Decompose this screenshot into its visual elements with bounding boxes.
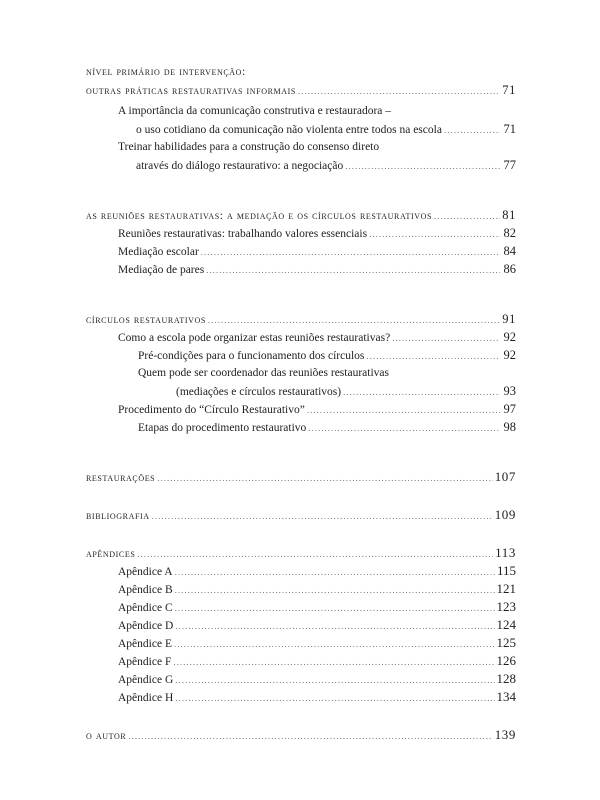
toc-subsubentry-line	[86, 364, 516, 382]
toc-section-heading	[86, 63, 516, 81]
toc-subentry[interactable]	[86, 328, 516, 346]
toc-entry-label: as reuniões restaurativas: a mediação e os círculos restaurativos	[86, 210, 433, 222]
dot-leader	[128, 727, 492, 745]
dot-leader	[208, 311, 500, 329]
toc-page-number: 81	[502, 208, 516, 222]
toc-entry-label: (mediações e círculos restaurativos)	[176, 386, 342, 398]
toc-page-number: 124	[496, 617, 516, 632]
toc-page-number: 113	[495, 545, 516, 560]
dot-leader	[175, 599, 495, 617]
toc-page-number: 121	[496, 581, 516, 596]
toc-page-number: 128	[496, 671, 516, 686]
toc-appendix-entry[interactable]	[86, 688, 516, 706]
toc-entry-label: outras práticas restaurativas informais	[86, 85, 296, 97]
toc-subentry-line	[86, 102, 516, 120]
toc-entry-label: Apêndice A	[118, 566, 173, 578]
toc-appendix-entry[interactable]	[86, 670, 516, 688]
dot-leader	[434, 207, 500, 225]
toc-section-entry[interactable]	[86, 544, 516, 562]
table-of-contents	[86, 63, 516, 744]
toc-entry-label: círculos restaurativos	[86, 314, 206, 326]
toc-entry-label: Apêndice H	[118, 692, 174, 704]
toc-section-entry[interactable]	[86, 506, 516, 524]
toc-page-number: 123	[496, 599, 516, 614]
dot-leader	[175, 689, 494, 707]
toc-entry-label: bibliografia	[86, 510, 150, 522]
toc-page-number: 97	[503, 402, 516, 416]
toc-subsubentry[interactable]	[86, 346, 516, 364]
dot-leader	[343, 383, 500, 401]
toc-appendix-entry[interactable]	[86, 562, 516, 580]
toc-subentry[interactable]	[86, 400, 516, 418]
toc-section-entry[interactable]	[86, 726, 516, 744]
toc-page-number: 84	[503, 244, 516, 258]
toc-page-number: 93	[503, 384, 516, 398]
toc-entry-label: Apêndice B	[118, 584, 173, 596]
toc-page-number: 125	[496, 635, 516, 650]
toc-entry-label: Pré-condições para o funcionamento dos círculos	[138, 350, 365, 362]
toc-section-entry[interactable]	[86, 81, 516, 99]
toc-subentry[interactable]	[86, 156, 516, 174]
dot-leader	[152, 507, 493, 525]
toc-entry-label: Mediação de pares	[118, 264, 205, 276]
toc-entry-label: Etapas do procedimento restaurativo	[138, 422, 307, 434]
toc-page-number: 92	[503, 330, 516, 344]
dot-leader	[366, 347, 500, 365]
dot-leader	[392, 329, 500, 347]
toc-entry-label: Como a escola pode organizar estas reuniões restaurativas?	[118, 332, 391, 344]
toc-subentry-line	[86, 138, 516, 156]
toc-entry-label: A importância da comunicação construtiva e restauradora –	[118, 105, 392, 117]
dot-leader	[173, 653, 494, 671]
dot-leader	[175, 563, 495, 581]
dot-leader	[137, 545, 493, 563]
toc-entry-label: o autor	[86, 730, 127, 742]
toc-subentry[interactable]	[86, 242, 516, 260]
toc-page-number: 86	[503, 262, 516, 276]
dot-leader	[201, 243, 500, 261]
toc-entry-label: Treinar habilidades para a construção do consenso direto	[118, 141, 380, 153]
toc-subsubentry[interactable]	[86, 418, 516, 436]
dot-leader	[444, 121, 500, 139]
dot-leader	[369, 225, 500, 243]
dot-leader	[157, 469, 492, 487]
toc-section-entry[interactable]	[86, 468, 516, 486]
toc-subsubentry[interactable]	[86, 382, 516, 400]
toc-entry-label: Procedimento do “Círculo Restaurativo”	[118, 404, 305, 416]
toc-entry-label: o uso cotidiano da comunicação não violenta entre todos na escola	[136, 124, 442, 136]
toc-subentry[interactable]	[86, 120, 516, 138]
toc-subentry[interactable]	[86, 224, 516, 242]
toc-heading-label: nível primário de intervenção:	[86, 66, 246, 78]
toc-section-entry[interactable]	[86, 206, 516, 224]
toc-entry-label: Apêndice E	[118, 638, 172, 650]
toc-appendix-entry[interactable]	[86, 634, 516, 652]
toc-page-number: 82	[503, 226, 516, 240]
dot-leader	[308, 419, 500, 437]
toc-page-number: 91	[502, 312, 516, 326]
toc-appendix-entry[interactable]	[86, 580, 516, 598]
toc-entry-label: Apêndice G	[118, 674, 174, 686]
toc-entry-label: Quem pode ser coordenador das reuniões restaurativas	[138, 367, 389, 379]
dot-leader	[345, 157, 500, 175]
toc-appendix-entry[interactable]	[86, 598, 516, 616]
toc-page-number: 134	[496, 689, 516, 704]
dot-leader	[175, 617, 494, 635]
toc-entry-label: através do diálogo restaurativo: a negociação	[136, 160, 344, 172]
dot-leader	[206, 261, 500, 279]
toc-entry-label: restaurações	[86, 472, 156, 484]
toc-page-number: 126	[496, 653, 516, 668]
toc-page-number: 107	[494, 469, 516, 484]
dot-leader	[298, 82, 500, 100]
toc-subentry[interactable]	[86, 260, 516, 278]
toc-appendix-entry[interactable]	[86, 652, 516, 670]
toc-page-number: 98	[503, 420, 516, 434]
toc-entry-label: Apêndice C	[118, 602, 173, 614]
toc-entry-label: Mediação escolar	[118, 246, 199, 258]
toc-entry-label: Reuniões restaurativas: trabalhando valores essenciais	[118, 228, 368, 240]
dot-leader	[174, 635, 495, 653]
dot-leader	[175, 581, 495, 599]
toc-page-number: 139	[494, 727, 516, 742]
toc-page-number: 115	[496, 563, 516, 578]
toc-section-entry[interactable]	[86, 310, 516, 328]
toc-page-number: 77	[503, 158, 516, 172]
toc-entry-label: apêndices	[86, 548, 136, 560]
toc-entry-label: Apêndice D	[118, 620, 174, 632]
toc-page-number: 109	[494, 507, 516, 522]
toc-page-number: 71	[503, 122, 516, 136]
dot-leader	[307, 401, 500, 419]
toc-page-number: 71	[502, 83, 516, 97]
toc-entry-label: Apêndice F	[118, 656, 172, 668]
dot-leader	[175, 671, 494, 689]
toc-page-number: 92	[503, 348, 516, 362]
toc-appendix-entry[interactable]	[86, 616, 516, 634]
